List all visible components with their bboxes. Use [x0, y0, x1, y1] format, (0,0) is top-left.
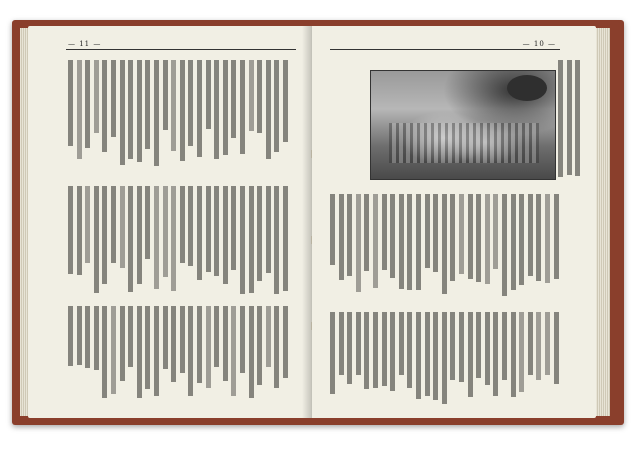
text-column-line [425, 312, 430, 396]
text-column-line [214, 60, 219, 159]
text-column-line [257, 186, 262, 281]
text-column-line [68, 306, 73, 366]
text-column-line [519, 312, 524, 392]
text-column-line [416, 312, 421, 399]
text-column-line [120, 186, 125, 268]
text-column-line [197, 306, 202, 383]
text-column-line [554, 194, 559, 279]
text-column-line [223, 60, 228, 155]
text-column-line [459, 312, 464, 382]
text-column-line [180, 60, 185, 161]
text-column-line [485, 194, 490, 284]
text-column-line [249, 186, 254, 293]
text-column-line [154, 306, 159, 396]
text-column-line [390, 194, 395, 278]
text-column-line [137, 306, 142, 398]
text-column-line [77, 60, 82, 159]
text-column-line [231, 186, 236, 270]
text-column-line [206, 186, 211, 272]
text-column-line [519, 194, 524, 285]
text-column-line [433, 194, 438, 272]
text-column-line [545, 312, 550, 375]
text-column-line [163, 306, 168, 369]
text-column-line [390, 312, 395, 391]
text-column-line [128, 186, 133, 292]
text-column-line [197, 186, 202, 280]
text-column-line [163, 60, 168, 130]
text-column-line [171, 306, 176, 382]
text-column-line [528, 194, 533, 276]
text-column-line [356, 194, 361, 292]
text-column-line [442, 194, 447, 294]
text-column-line [214, 306, 219, 367]
text-column-line [493, 194, 498, 269]
text-column-line [214, 186, 219, 276]
text-column-line [120, 60, 125, 165]
right-page-number: — 10 — [522, 40, 556, 48]
text-column-line [485, 312, 490, 385]
text-column-line [399, 194, 404, 289]
text-column-line [364, 194, 369, 271]
text-column-line [206, 306, 211, 388]
text-column-line [283, 186, 288, 291]
text-column-line [145, 306, 150, 389]
text-column-line [154, 60, 159, 166]
text-column-line [240, 60, 245, 154]
text-column-line [163, 186, 168, 277]
text-column-line [339, 312, 344, 375]
text-column-line [180, 306, 185, 373]
crowd-photograph [370, 70, 556, 180]
text-column-line [407, 312, 412, 388]
text-column-line [171, 186, 176, 291]
text-column-line [188, 306, 193, 396]
text-column-line [416, 194, 421, 290]
text-column-line [511, 194, 516, 290]
text-column-line [330, 312, 335, 394]
text-column-line [137, 186, 142, 284]
text-column-line [450, 194, 455, 281]
photo-crowd-figures [389, 123, 539, 163]
text-column-line [102, 186, 107, 284]
text-column-line [68, 60, 73, 146]
text-column-line [249, 60, 254, 131]
text-column-line [85, 306, 90, 368]
text-column-line [347, 194, 352, 276]
right-page [312, 26, 596, 418]
text-column-line [339, 194, 344, 280]
text-column-line [528, 312, 533, 375]
text-column-line [77, 186, 82, 275]
text-column-line [283, 60, 288, 142]
text-column-line [536, 312, 541, 380]
text-column-line [94, 60, 99, 133]
text-column-line [68, 186, 73, 274]
text-column-line [364, 312, 369, 389]
text-column-line [347, 312, 352, 384]
text-column-line [266, 60, 271, 159]
text-column-line [330, 194, 335, 265]
text-column-line [283, 306, 288, 378]
left-header-rule [66, 49, 296, 50]
text-column-line [274, 306, 279, 388]
text-column-line [493, 312, 498, 396]
photo-tree-silhouette [507, 75, 547, 101]
text-column-line [545, 194, 550, 283]
text-column-line [77, 306, 82, 365]
text-column-line [502, 312, 507, 380]
text-column-line [476, 194, 481, 282]
text-column-line [240, 306, 245, 373]
text-column-line [266, 306, 271, 367]
text-column-line [102, 306, 107, 398]
text-column-line [94, 306, 99, 370]
text-column-line [468, 312, 473, 397]
text-column-line [266, 186, 271, 273]
text-column-line [433, 312, 438, 400]
text-column-line [442, 312, 447, 404]
text-column-line [128, 60, 133, 159]
text-column-line [206, 60, 211, 129]
text-column-line [575, 60, 580, 176]
text-column-line [85, 60, 90, 148]
text-column-line [111, 306, 116, 394]
right-header-rule [330, 49, 560, 50]
text-column-line [145, 60, 150, 149]
text-column-line [145, 186, 150, 259]
text-column-line [502, 194, 507, 296]
text-column-line [459, 194, 464, 274]
text-column-line [373, 194, 378, 288]
text-column-line [94, 186, 99, 293]
text-column-line [180, 186, 185, 263]
text-column-line [188, 60, 193, 146]
text-column-line [274, 186, 279, 294]
text-column-line [274, 60, 279, 152]
right-page-edges [596, 28, 610, 416]
text-column-line [554, 312, 559, 384]
text-column-line [223, 186, 228, 284]
text-column-line [188, 186, 193, 266]
left-page [28, 26, 312, 418]
text-column-line [382, 194, 387, 270]
text-column-line [111, 186, 116, 263]
text-column-line [468, 194, 473, 279]
text-column-line [257, 60, 262, 133]
text-column-line [356, 312, 361, 375]
text-column-line [231, 60, 236, 138]
text-column-line [399, 312, 404, 375]
text-column-line [558, 60, 563, 177]
text-column-line [137, 60, 142, 162]
text-column-line [425, 194, 430, 268]
text-column-line [154, 186, 159, 289]
text-column-line [102, 60, 107, 152]
text-column-line [223, 306, 228, 381]
text-column-line [382, 312, 387, 386]
text-column-line [407, 194, 412, 290]
text-column-line [249, 306, 254, 398]
text-column-line [450, 312, 455, 380]
text-column-line [128, 306, 133, 367]
text-column-line [171, 60, 176, 151]
text-column-line [197, 60, 202, 157]
text-column-line [567, 60, 572, 175]
text-column-line [536, 194, 541, 281]
text-column-line [120, 306, 125, 381]
text-column-line [373, 312, 378, 388]
text-column-line [111, 60, 116, 137]
left-page-edges [20, 28, 28, 416]
text-column-line [476, 312, 481, 378]
text-column-line [257, 306, 262, 385]
left-page-number: — 11 — [68, 40, 102, 48]
text-column-line [240, 186, 245, 294]
text-column-line [231, 306, 236, 396]
text-column-line [85, 186, 90, 263]
text-column-line [511, 312, 516, 397]
